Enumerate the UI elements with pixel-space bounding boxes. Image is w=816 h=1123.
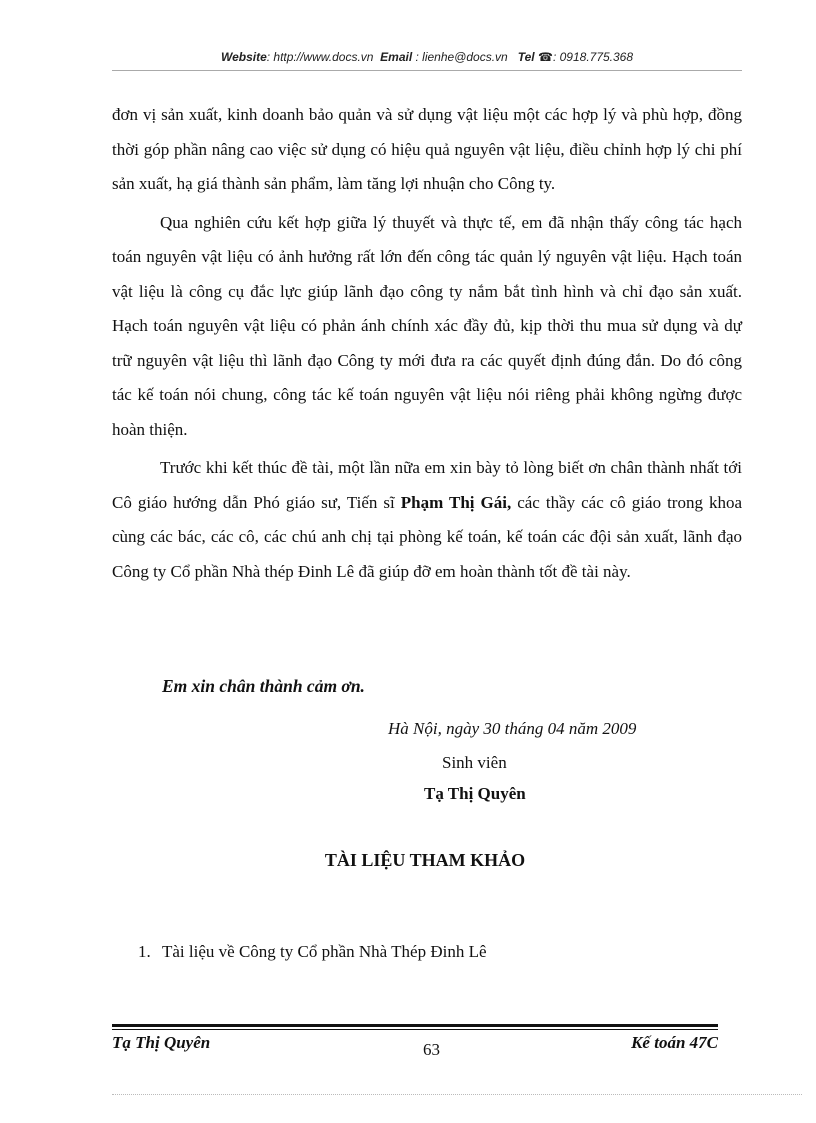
website-value: : http://www.docs.vn [266,50,374,64]
email-label: Email [380,50,413,64]
paragraph-1: đơn vị sản xuất, kinh doanh bảo quản và sử dụng vật liệu một các hợp lý và phù hợp, đồng thời góp phần nâng cao việc sử dụng có hiệu quả nguyên vật liệu, điều chỉnh hợp lý chi phí sản xuất, hạ giá thành sản phẩm, làm tăng lợi nhuận cho Công ty. [112,105,742,193]
reference-item [138,942,487,962]
tel-value: : 0918.775.368 [552,50,634,64]
paragraph-3-after: các thầy các cô giáo trong khoa cùng các bác, các cô, các chú anh chị tại phòng kế toán, kế toán các đội sản xuất, lãnh đạo Công ty Cổ phần Nhà thép Đinh Lê đã giúp đỡ em hoàn thành tốt đề tài này. [112,492,743,581]
reference-number: 1. [138,942,151,961]
website-label: Website [220,50,267,64]
page-header [112,50,742,64]
footer-divider-thin [112,1029,718,1030]
paragraph-3-before: Trước khi kết thúc đề tài, một lần nữa em xin bày tỏ lòng biết ơn chân thành nhất tới Cô giáo hướng dẫn Phó giáo sư, Tiến sĩ [112,458,742,512]
thanks-line: Em xin chân thành cảm ơn. [162,676,365,696]
signature-name: Tạ Thị Quyên [424,784,526,803]
paragraph-3 [112,451,742,589]
advisor-name: Phạm Thị Gái, [400,492,512,512]
bottom-dotted-rule [112,1094,802,1095]
email-value: : lienhe@docs.vn [412,50,508,64]
signature-date: Hà Nội, ngày 30 tháng 04 năm 2009 [388,719,637,738]
page-number: 63 [423,1040,440,1059]
reference-text: Tài liệu về Công ty Cổ phần Nhà Thép Đinh Lê [162,942,487,961]
header-divider [112,70,742,71]
signature-role: Sinh viên [442,753,507,772]
footer-divider-thick [112,1024,718,1027]
body-text [112,98,742,589]
footer-class: Kế toán 47C [631,1033,718,1052]
phone-icon: ☎ [538,50,553,64]
paragraph-2: Qua nghiên cứu kết hợp giữa lý thuyết và thực tế, em đã nhận thấy công tác hạch toán nguyên vật liệu có ảnh hưởng rất lớn đến công tác quản lý nguyên vật liệu. Hạch toán vật liệu là công cụ đắc lực giúp lãnh đạo công ty nắm bắt tình hình và chỉ đạo sản xuất. Hạch toán nguyên vật liệu có phản ánh chính xác đầy đủ, kịp thời thu mua sử dụng và dự trữ nguyên vật liệu thì lãnh đạo Công ty mới đưa ra các quyết định đúng đắn. Do đó công tác kế toán nói chung, công tác kế toán nguyên vật liệu nói riêng phải không ngừng được hoàn thiện. [112,212,742,439]
references-title: TÀI LIỆU THAM KHẢO [324,850,526,870]
footer-author: Tạ Thị Quyên [112,1033,211,1052]
tel-label: Tel [517,50,535,64]
